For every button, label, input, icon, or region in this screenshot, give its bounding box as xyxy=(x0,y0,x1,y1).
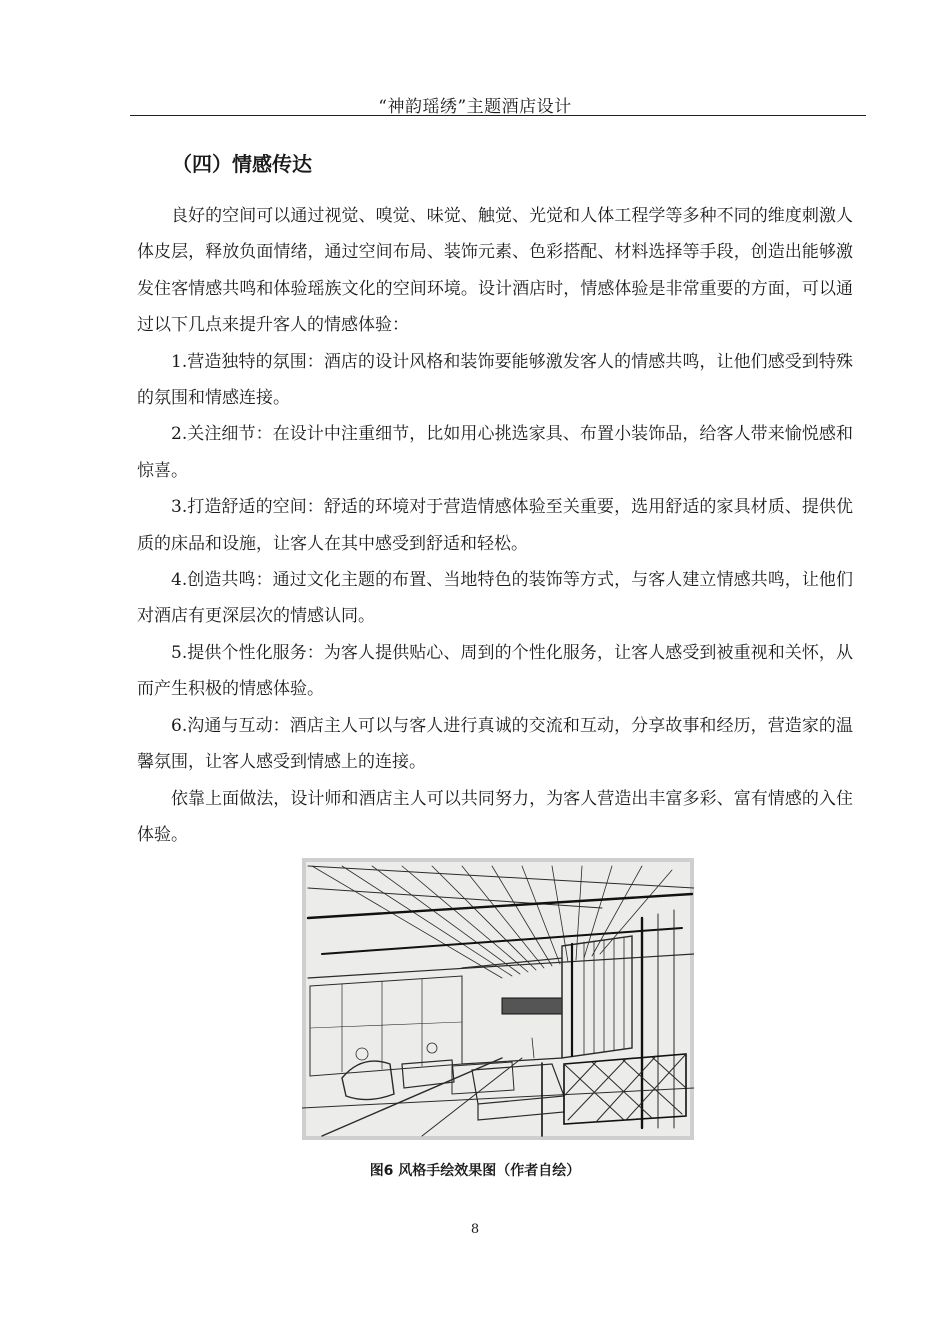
paragraph-conclusion: 依靠上面做法，设计师和酒店主人可以共同努力，为客人营造出丰富多彩、富有情感的入住体验。 xyxy=(137,788,853,845)
body-text xyxy=(137,198,853,853)
paragraph-point-5: 5.提供个性化服务：为客人提供贴心、周到的个性化服务，让客人感受到被重视和关怀，从而产生积极的情感体验。 xyxy=(137,642,853,700)
paragraph-point-6: 6.沟通与互动：酒店主人可以与客人进行真诚的交流和互动，分享故事和经历，营造家的温馨氛围，让客人感受到情感上的连接。 xyxy=(137,715,853,773)
running-header-title: “神韵瑶绣”主题酒店设计 xyxy=(378,97,572,117)
header-divider xyxy=(130,115,866,116)
paragraph-point-4: 4.创造共鸣：通过文化主题的布置、当地特色的装饰等方式，与客人建立情感共鸣，让他们对酒店有更深层次的情感认同。 xyxy=(137,570,853,627)
paragraph-point-1: 1.营造独特的氛围：酒店的设计风格和装饰要能够激发客人的情感共鸣，让他们感受到特殊的氛围和情感连接。 xyxy=(137,351,853,409)
paragraph-point-2: 2.关注细节：在设计中注重细节，比如用心挑选家具、布置小装饰品，给客人带来愉悦感和惊喜。 xyxy=(137,424,853,481)
section-heading: （四）情感传达 xyxy=(172,152,312,176)
figure-caption: 图6 风格手绘效果图（作者自绘） xyxy=(369,1163,581,1179)
paragraph-intro: 良好的空间可以通过视觉、嗅觉、味觉、触觉、光觉和人体工程学等多种不同的维度刺激人体皮层，释放负面情绪，通过空间布局、装饰元素、色彩搭配、材料选择等手段，创造出能够激发住客情感共鸣和体验瑶族文化的空间环境。设计酒店时，情感体验是非常重要的方面，可以通过以下几点来提升客人的情感体验： xyxy=(137,206,853,336)
paragraph-point-3: 3.打造舒适的空间：舒适的环境对于营造情感体验至关重要，选用舒适的家具材质、提供优质的床品和设施，让客人在其中感受到舒适和轻松。 xyxy=(137,497,853,554)
page-number: 8 xyxy=(470,1222,480,1237)
hand-drawn-interior-sketch xyxy=(302,858,694,1140)
